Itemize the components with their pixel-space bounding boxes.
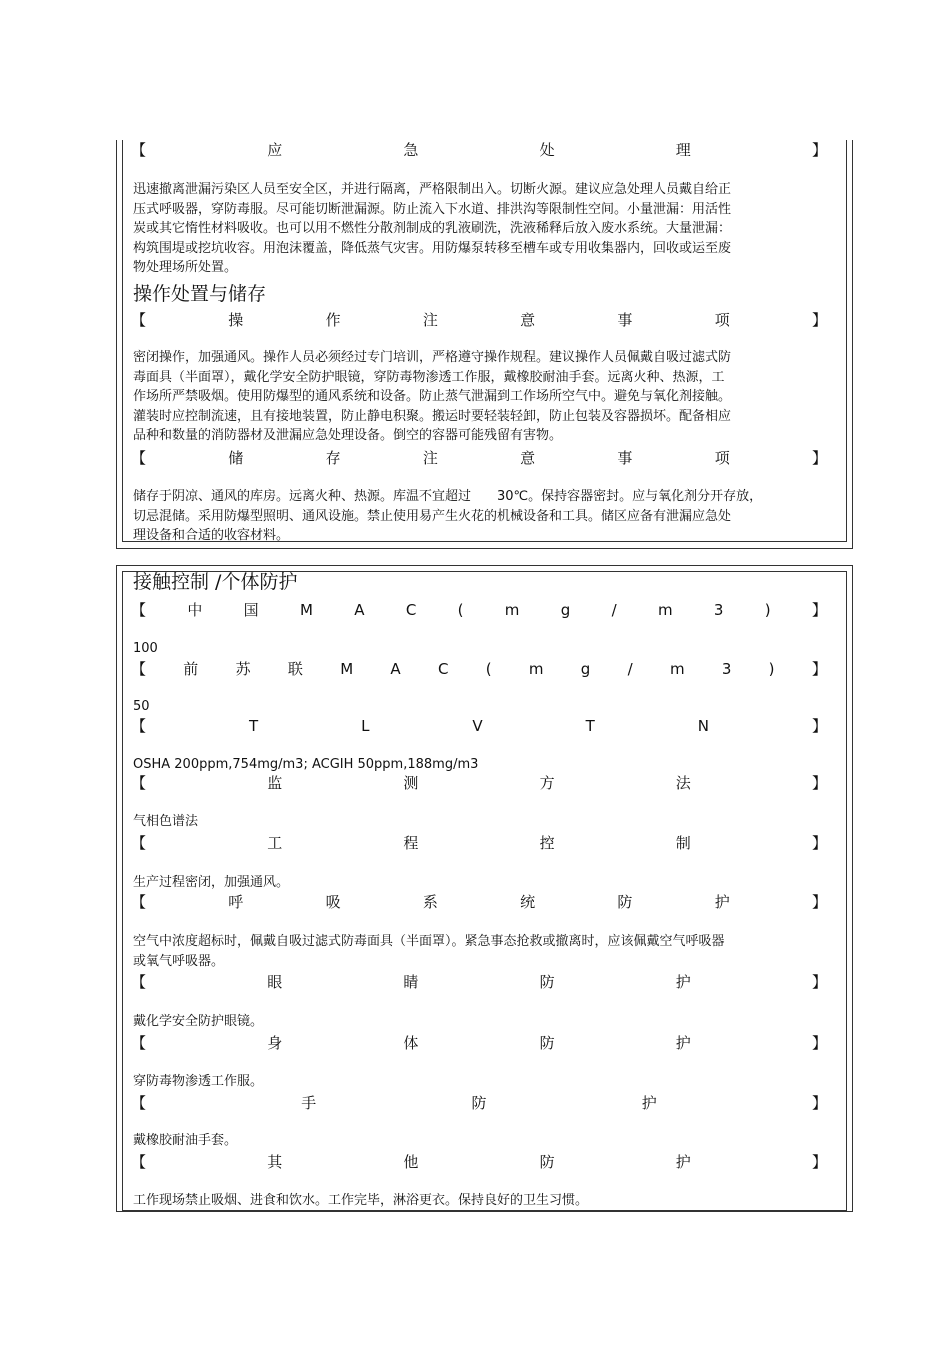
header-char: 吸: [325, 893, 341, 911]
header-char: 前: [183, 660, 199, 678]
emergency-text: 迅速撤离泄漏污染区人员至安全区，并进行隔离，严格限制出入。切断火源。建议应急处理人员戴自给正 压式呼吸器，穿防毒服。尽可能切断泄漏源。防止流入下水道、排洪沟等限制性空间。小量泄漏：用活性 炭或其它惰性材料吸收。也可以用不燃性分散剂制成的乳液刷洗，洗液稀释后放入废水系统。大量泄漏： 构筑围堤或挖坑收容。用泡沫覆盖，降低蒸气灾害。用防爆泵转移至槽车或专用收集器内，回收或运至废 物处理场所处置。: [133, 182, 732, 275]
header-char: 国: [243, 601, 259, 619]
header-char: 统: [520, 893, 536, 911]
other-protection-value: 工作现场禁止吸烟、进食和饮水。工作完毕，淋浴更衣。保持良好的卫生习惯。: [133, 1193, 589, 1208]
storage-notes-text: 储存于阴凉、通风的库房。远离火种、热源。库温不宜超过 30℃。保持容器密封。应与氧化剂分开存放， 切忌混储。采用防爆型照明、通风设施。禁止使用易产生火花的机械设备和工具。储区应备有泄漏应急处 理设备和合适的收容材料。: [133, 489, 763, 543]
header-char: 】: [811, 1094, 827, 1112]
header-char: 】: [811, 311, 827, 329]
header-char: 系: [422, 893, 438, 911]
respiratory-protection-header: [131, 892, 827, 912]
body-protection-value: 穿防毒物渗透工作服。: [133, 1074, 264, 1089]
header-char: 他: [403, 1153, 419, 1171]
header-char: 】: [811, 1153, 827, 1171]
header-char: m: [657, 601, 673, 619]
header-char: 处: [539, 141, 555, 159]
header-char: 急: [403, 141, 419, 159]
header-char: 【: [131, 311, 147, 329]
hand-protection-header: [131, 1093, 827, 1113]
eye-protection-header: [131, 972, 827, 992]
header-char: 储: [228, 449, 244, 467]
header-char: 其: [267, 1153, 283, 1171]
header-char: 中: [187, 601, 203, 619]
header-char: 【: [131, 449, 147, 467]
header-char: 】: [811, 893, 827, 911]
header-char: (: [457, 601, 464, 619]
header-char: V: [472, 717, 483, 735]
header-char: 操: [228, 311, 244, 329]
header-char: 程: [403, 834, 419, 852]
header-char: 】: [811, 1034, 827, 1052]
header-char: A: [390, 660, 401, 678]
header-char: 【: [131, 1153, 147, 1171]
header-char: 】: [811, 834, 827, 852]
header-char: 【: [131, 973, 147, 991]
header-char: 作: [325, 311, 341, 329]
header-char: 】: [811, 141, 827, 159]
header-char: 防: [471, 1094, 487, 1112]
header-char: L: [361, 717, 370, 735]
handling-storage-title: 操作处置与储存: [133, 283, 267, 305]
respiratory-protection-value: 空气中浓度超标时，佩戴自吸过滤式防毒面具（半面罩）。紧急事态抢救或撤离时，应该佩戴空气呼吸器 或氧气呼吸器。: [133, 934, 725, 969]
header-char: 体: [403, 1034, 419, 1052]
header-char: 联: [287, 660, 303, 678]
header-char: 3: [721, 660, 732, 678]
header-char: 项: [714, 449, 730, 467]
header-char: m: [669, 660, 685, 678]
header-char: 】: [811, 660, 827, 678]
header-char: 】: [811, 601, 827, 619]
header-char: 【: [131, 660, 147, 678]
ussr-mac-value: 50: [133, 699, 150, 714]
header-char: T: [585, 717, 595, 735]
header-char: m: [504, 601, 520, 619]
header-char: 呼: [228, 893, 244, 911]
body-protection-header: [131, 1033, 827, 1053]
header-char: 防: [539, 1034, 555, 1052]
header-char: 护: [714, 893, 730, 911]
monitoring-method-header: [131, 773, 827, 793]
operation-notes-header: [131, 310, 827, 330]
header-char: 【: [131, 717, 147, 735]
header-char: C: [405, 601, 417, 619]
header-char: 工: [267, 834, 283, 852]
header-char: 注: [422, 449, 438, 467]
header-char: g: [560, 601, 571, 619]
header-char: N: [697, 717, 709, 735]
header-char: 】: [811, 449, 827, 467]
header-char: 3: [713, 601, 724, 619]
header-char: 手: [301, 1094, 317, 1112]
header-char: 意: [520, 449, 536, 467]
header-char: 护: [675, 1153, 691, 1171]
emergency-header: [131, 140, 827, 160]
header-char: M: [299, 601, 313, 619]
tlvtn-value: OSHA 200ppm,754mg/m3; ACGIH 50ppm,188mg/m3: [133, 757, 479, 772]
header-char: g: [580, 660, 591, 678]
header-char: A: [354, 601, 365, 619]
header-char: 【: [131, 601, 147, 619]
china-mac-header: [131, 600, 827, 620]
header-char: 项: [714, 311, 730, 329]
other-protection-header: [131, 1152, 827, 1172]
header-char: 防: [617, 893, 633, 911]
header-char: 护: [641, 1094, 657, 1112]
engineering-control-header: [131, 833, 827, 853]
hand-protection-value: 戴橡胶耐油手套。: [133, 1133, 238, 1148]
header-char: m: [528, 660, 544, 678]
header-char: 方: [539, 774, 555, 792]
header-char: 意: [520, 311, 536, 329]
header-char: 【: [131, 1034, 147, 1052]
header-char: /: [627, 660, 633, 678]
header-char: 防: [539, 973, 555, 991]
header-char: 护: [675, 1034, 691, 1052]
header-char: 【: [131, 834, 147, 852]
header-char: 应: [267, 141, 283, 159]
china-mac-value: 100: [133, 641, 158, 656]
header-char: M: [340, 660, 354, 678]
header-char: T: [248, 717, 259, 735]
header-char: (: [485, 660, 492, 678]
header-char: 控: [539, 834, 555, 852]
header-char: 【: [131, 893, 147, 911]
header-char: 测: [403, 774, 419, 792]
exposure-control-title: 接触控制 /个体防护: [133, 571, 298, 593]
header-char: ): [768, 660, 775, 678]
header-char: 事: [617, 311, 633, 329]
header-char: 监: [267, 774, 283, 792]
header-char: 制: [675, 834, 691, 852]
monitoring-method-value: 气相色谱法: [133, 814, 199, 829]
header-char: 【: [131, 141, 147, 159]
header-char: /: [611, 601, 617, 619]
header-char: 】: [811, 717, 827, 735]
header-char: 注: [422, 311, 438, 329]
header-char: 】: [811, 774, 827, 792]
header-char: C: [437, 660, 449, 678]
header-char: 】: [811, 973, 827, 991]
header-char: ): [764, 601, 771, 619]
header-char: 法: [675, 774, 691, 792]
header-char: 护: [675, 973, 691, 991]
header-char: 睛: [403, 973, 419, 991]
header-char: 【: [131, 1094, 147, 1112]
operation-notes-text: 密闭操作，加强通风。操作人员必须经过专门培训，严格遵守操作规程。建议操作人员佩戴自吸过滤式防 毒面具（半面罩），戴化学安全防护眼镜，穿防毒物渗透工作服，戴橡胶耐油手套。远离火种、热源，工 作场所严禁吸烟。使用防爆型的通风系统和设备。防止蒸气泄漏到工作场所空气中。避免与氧化剂接触。 灌装时应控制流速，且有接地装置，防止静电积聚。搬运时要轻装轻卸，防止包装及容器损坏。配备相应 品种和数量的消防器材及泄漏应急处理设备。倒空的容器可能残留有害物。: [133, 350, 732, 443]
header-char: 事: [617, 449, 633, 467]
storage-notes-header: [131, 448, 827, 468]
engineering-control-value: 生产过程密闭，加强通风。: [133, 875, 290, 890]
header-char: 眼: [267, 973, 283, 991]
header-char: 存: [325, 449, 341, 467]
header-char: 理: [675, 141, 691, 159]
header-char: 身: [267, 1034, 283, 1052]
eye-protection-value: 戴化学安全防护眼镜。: [133, 1014, 264, 1029]
tlvtn-header: [131, 716, 827, 736]
header-char: 【: [131, 774, 147, 792]
header-char: 苏: [235, 660, 251, 678]
ussr-mac-header: [131, 659, 827, 679]
header-char: 防: [539, 1153, 555, 1171]
